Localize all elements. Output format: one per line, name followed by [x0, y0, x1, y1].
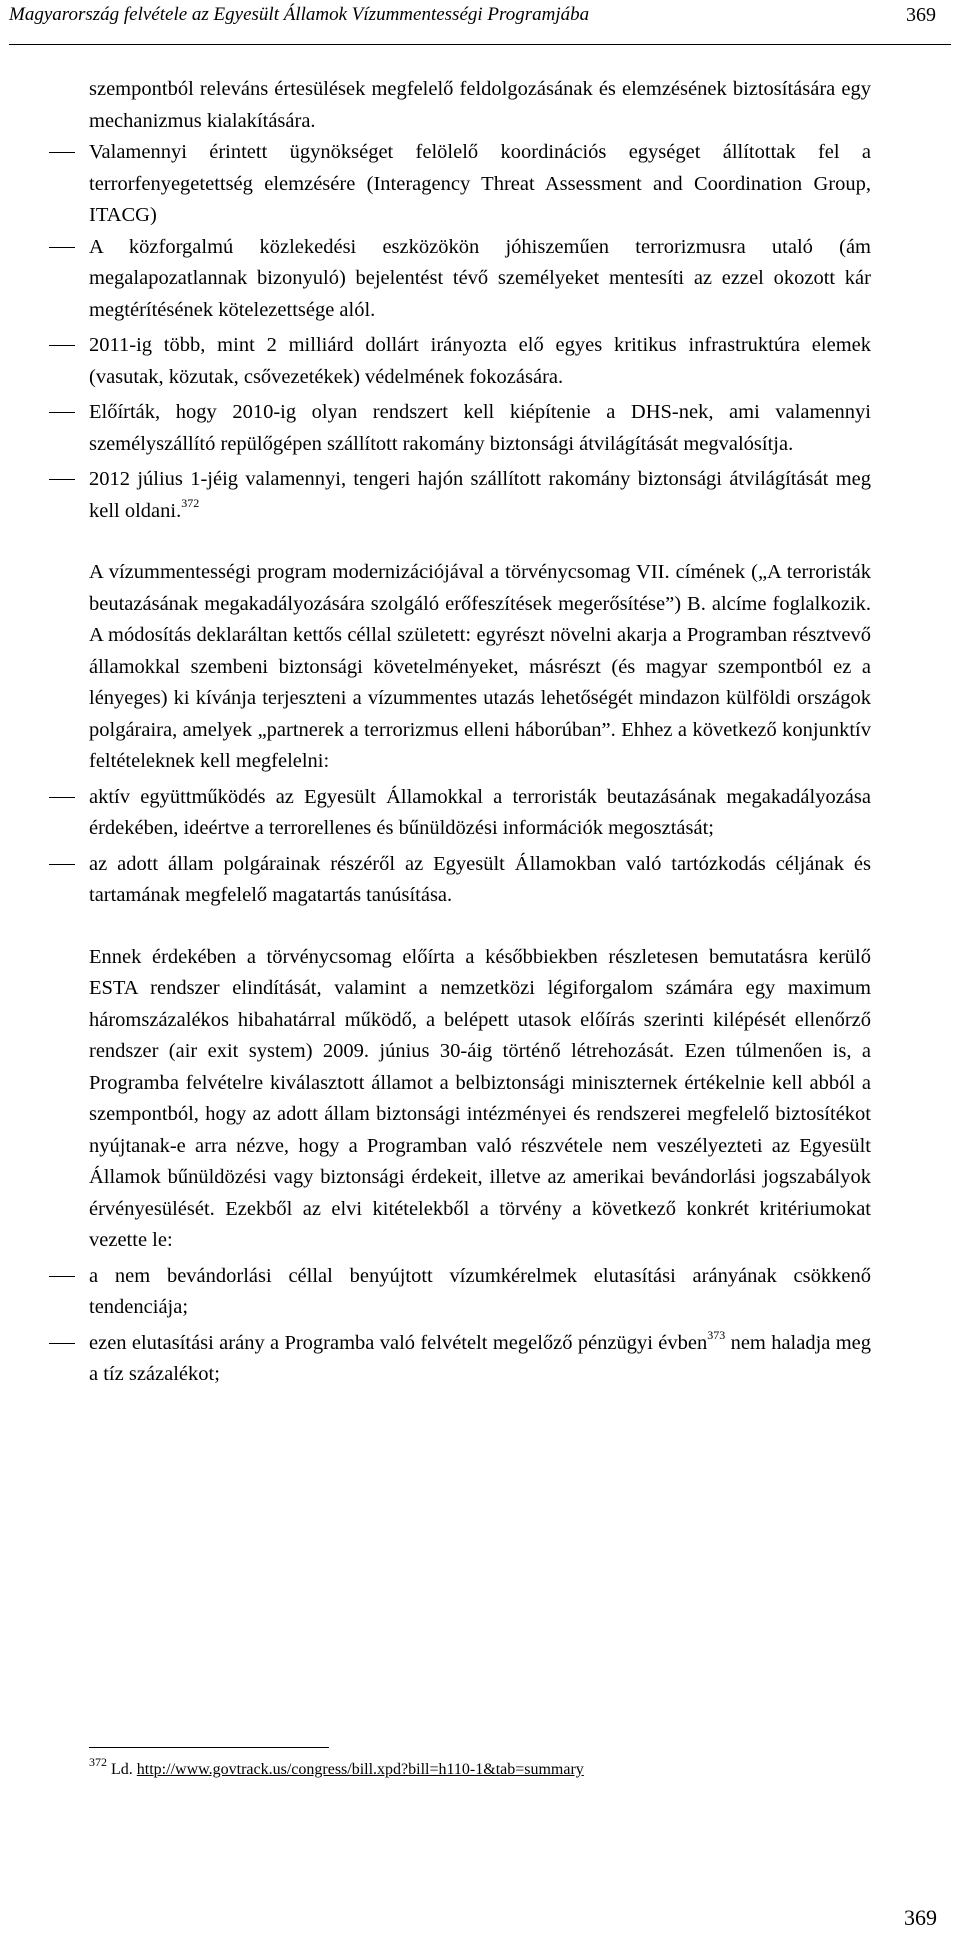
bullet-text: Előírták, hogy 2010-ig olyan rendszert kell kiépítenie a DHS-nek, ami valamennyi személyszállító repülőgépen szállított rakomány biztonsági átvilágítását megvalósítja.: [89, 401, 871, 455]
bullet-text: aktív együttműködés az Egyesült Államokkal a terroristák beutazásának megakadályozása érdekében, ideértve a terrorellenes és bűnüldözési információk megosztását;: [89, 785, 871, 839]
list-item: [89, 1328, 871, 1391]
footnote-rule: [89, 1747, 329, 1748]
header-page-number: 369: [906, 4, 936, 26]
list-item: [89, 232, 871, 327]
dash-bullet: [49, 412, 75, 413]
running-header: [0, 0, 960, 48]
page-body: [89, 74, 871, 1391]
paragraph: Ennek érdekében a törvénycsomag előírta a későbbiekben részletesen bemutatásra kerülő ESTA rendszer elindítását, valamint a nemzetközi légiforgalom számára egy maximum háromszázalékos hibahatárral működő, a belépett utasok előírás szerinti kilépését ellenőrző rendszer (air exit system) 2009. június 30-áig történő létrehozását. Ezen túlmenően is, a Programba felvételre kiválasztott államot a belbiztonsági miniszternek értékelnie kell abból a szempontból, hogy az adott állam biztonsági intézményei és rendszerei megfelelő biztosítékot nyújtanak-e arra nézve, hogy a Programban való részvétele nem veszélyezteti az Egyesült Államok bűnüldözési vagy biztonsági érdekeit, illetve az amerikai bevándorlási jogszabályok érvényesülését. Ezekből az elvi kitételekből a törvény a következő konkrét kritériumokat vezette le:: [89, 945, 871, 1251]
bullet-text: Valamennyi érintett ügynökséget felölelő koordinációs egységet állítottak fel a terrorfenyegetettség elemzésére (Interagency Threat Assessment and Coordination Group, ITACG): [89, 141, 871, 226]
list-item: [89, 849, 871, 912]
bullet-text: a nem bevándorlási céllal benyújtott vízumkérelmek elutasítási arányának csökkenő tendenciája;: [89, 1264, 871, 1318]
bullet-text: az adott állam polgárainak részéről az Egyesült Államokban való tartózkodás céljának és tartamának megfelelő magatartás tanúsítása.: [89, 852, 871, 906]
dash-bullet: [49, 864, 75, 865]
dash-bullet: [49, 247, 75, 248]
dash-bullet: [49, 1276, 75, 1277]
bullet-text: A közforgalmú közlekedési eszközökön jóhiszeműen terrorizmusra utaló (ám megalapozatlannak bizonyuló) bejelentést tévő személyeket mentesíti az ezzel okozott kár megtérítésének kötelezettsége alól.: [89, 235, 871, 321]
dash-bullet: [49, 797, 75, 798]
bullet-text: ezen elutasítási arány a Programba való felvételt megelőző pénzügyi évben$^{373}$ nem haladja meg a tíz százalékot;: [89, 1327, 872, 1385]
list-item: [89, 330, 871, 393]
footnote-ref[interactable]: 373: [707, 1327, 726, 1342]
list-item: [89, 397, 871, 460]
footer-page-number: 369: [904, 1905, 937, 1930]
bullet-text: 2011-ig több, mint 2 milliárd dollárt irányozta elő egyes kritikus infrastruktúra elemek (vasutak, közutak, csővezetékek) védelmének fokozására.: [89, 334, 871, 388]
bullet-text: 2012 július 1-jéig valamennyi, tengeri hajón szállított rakomány biztonsági átvilágítását meg kell oldani.$^{372}$: [89, 468, 871, 522]
continued-text: szempontból releváns értesülések megfelelő feldolgozásának és elemzésének biztosítására egy mechanizmus kialakítására.: [89, 78, 871, 132]
dash-bullet: [49, 152, 75, 153]
header-title: Magyarország felvétele az Egyesült Államok Vízummentességi Programjába: [9, 4, 590, 25]
list-item: [89, 1261, 871, 1324]
dash-bullet: [49, 479, 75, 480]
paragraph: A vízummentességi program modernizációjával a törvénycsomag VII. címének („A terroristák beutazásának megakadályozására szolgáló erőfeszítések megerősítése”) B. alcíme foglalkozik. A módosítás deklaráltan kettős céllal született: egyrészt növelni akarja a Programban résztvevő államokkal szembeni biztonsági követelményeket, másrészt (és magyar szempontból ez a lényeges) ki kívánja terjeszteni a vízummentes utazás lehetőségét mindazon külföldi országok polgáraira, amelyek „partnerek a terrorizmus elleni háborúban”. Ehhez a következő konjunktív feltételeknek kell megfelelni:: [89, 561, 871, 772]
dash-bullet: [49, 345, 75, 346]
footnote-link[interactable]: http://www.govtrack.us/congress/bill.xpd?bill=h110-1&tab=summary: [136, 1761, 584, 1778]
footnote-prefix: Ld.: [111, 1761, 133, 1778]
footnote-ref[interactable]: 372: [181, 495, 200, 510]
footnote-number: 372: [89, 1754, 107, 1769]
list-item: [89, 782, 871, 845]
list-item: [89, 464, 871, 527]
footnote: [89, 1754, 869, 1780]
dash-bullet: [49, 1343, 75, 1344]
list-item: [89, 137, 871, 232]
header-rule: [9, 44, 951, 45]
